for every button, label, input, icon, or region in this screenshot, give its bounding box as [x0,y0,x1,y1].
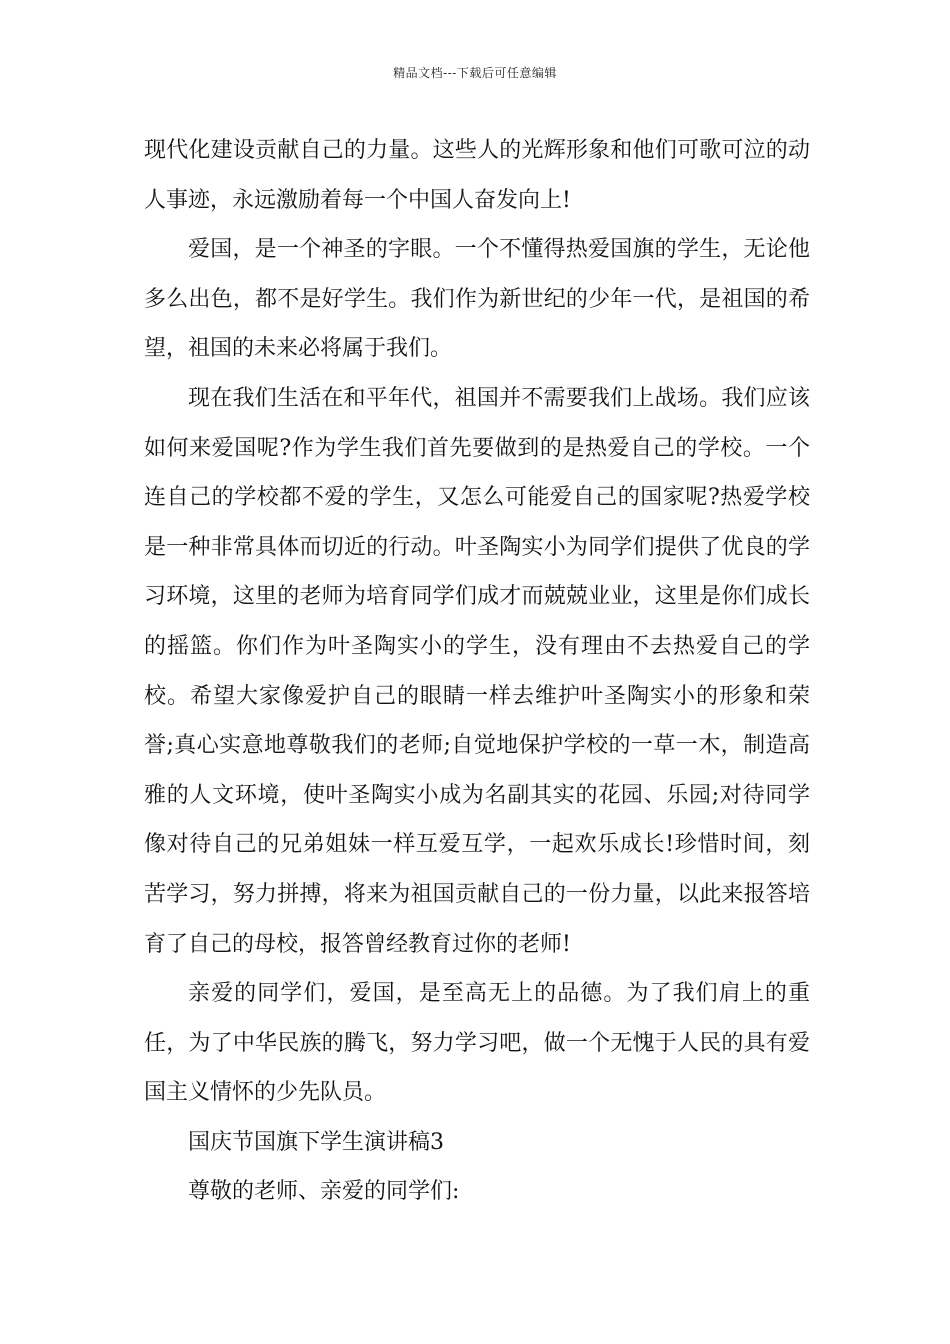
section-title: 国庆节国旗下学生演讲稿3 [188,1129,444,1155]
document-body [144,126,810,1217]
salutation: 尊敬的老师、亲爱的同学们: [188,1179,460,1205]
paragraph-love-school: 现在我们生活在和平年代，祖国并不需要我们上战场。我们应该如何来爱国呢?作为学生我们首先要做到的是热爱自己的学校。一个连自己的学校都不爱的学生，又怎么可能爱自己的国家呢?热爱学校是一种非常具体而切近的行动。叶圣陶实小为同学们提供了优良的学习环境，这里的老师为培育同学们成才而兢兢业业，这里是你们成长的摇篮。你们作为叶圣陶实小的学生，没有理由不去热爱自己的学校。希望大家像爱护自己的眼睛一样去维护叶圣陶实小的形象和荣誉;真心实意地尊敬我们的老师;自觉地保护学校的一草一木，制造高雅的人文环境，使叶圣陶实小成为名副其实的花园、乐园;对待同学像对待自己的兄弟姐妹一样互爱互学，一起欢乐成长!珍惜时间，刻苦学习，努力拼搏，将来为祖国贡献自己的一份力量，以此来报答培育了自己的母校，报答曾经教育过你的老师! [144,385,810,957]
paragraph-patriotism: 爱国，是一个神圣的字眼。一个不懂得热爱国旗的学生，无论他多么出色，都不是好学生。我们作为新世纪的少年一代，是祖国的希望，祖国的未来必将属于我们。 [144,237,810,362]
paragraph-closing: 亲爱的同学们，爱国，是至高无上的品德。为了我们肩上的重任，为了中华民族的腾飞，努力学习吧，做一个无愧于人民的具有爱国主义情怀的少先队员。 [144,981,810,1106]
paragraph-continuation: 现代化建设贡献自己的力量。这些人的光辉形象和他们可歌可泣的动人事迹，永远激励着每一个中国人奋发向上! [144,138,810,213]
page-header: 精品文档---下载后可任意编辑 [393,66,557,80]
